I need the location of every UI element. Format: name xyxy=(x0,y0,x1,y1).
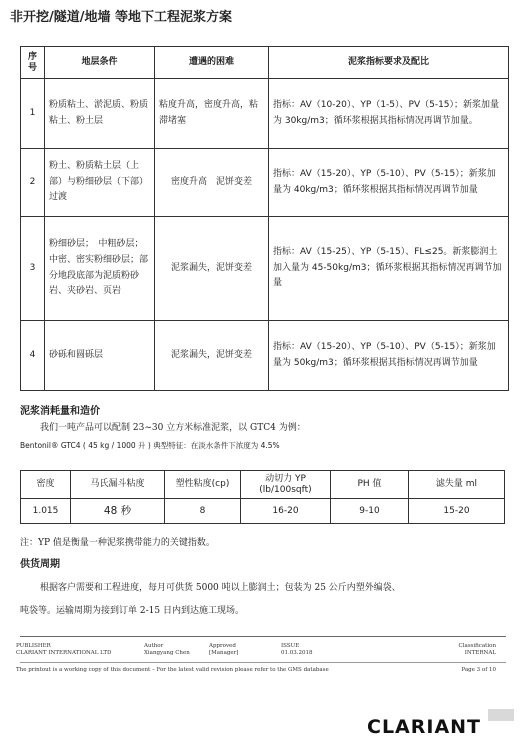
row-difficulty: 泥浆漏失，泥饼变差 xyxy=(155,217,269,321)
table-row xyxy=(21,321,509,391)
header-density: 密度 xyxy=(21,471,71,499)
classification-label: Classification xyxy=(458,643,496,649)
publisher-value: CLARIANT INTERNATIONAL LTD xyxy=(16,650,112,657)
footer-classification xyxy=(420,643,496,657)
header-plastic-viscosity: 塑性粘度(cp) xyxy=(165,471,241,499)
header-marsh-funnel: 马氏漏斗粘度 xyxy=(71,471,165,499)
header-no: 序号 xyxy=(21,47,45,79)
header-fluid-loss: 滤失量 ml xyxy=(409,471,505,499)
table-row xyxy=(21,149,509,217)
footer-approved xyxy=(209,643,238,657)
table-row xyxy=(21,79,509,149)
row-no: 4 xyxy=(21,321,45,391)
value-yield-point: 16-20 xyxy=(241,499,331,524)
row-requirement: 指标：AV（15-20）、YP（5-10）、PV（5-15）；新浆加量为 50kg/m3；循环浆根据其指标情况再调节加量 xyxy=(269,321,509,391)
issue-label: ISSUE xyxy=(281,643,300,649)
mud-spec-table xyxy=(20,46,509,391)
row-strata: 粉质粘土、淤泥质、粉质粘土、粉土层 xyxy=(45,79,155,149)
row-difficulty: 泥浆漏失，泥饼变差 xyxy=(155,321,269,391)
clariant-logo-mark xyxy=(488,709,514,721)
footer-page-number: Page 3 of 10 xyxy=(461,667,496,673)
row-no: 3 xyxy=(21,217,45,321)
approved-label: Approved xyxy=(209,643,236,649)
author-value: Xiangyang Chen xyxy=(144,650,190,657)
footer-issue xyxy=(281,643,313,657)
table-header-row xyxy=(21,471,505,499)
row-requirement: 指标：AV（15-25）、YP（5-15）、FL≤25。新浆膨润土加入量为 45-50kg/m3；循环浆根据其指标情况再调节加量 xyxy=(269,217,509,321)
issue-value: 01.03.2018 xyxy=(281,650,313,657)
value-density: 1.015 xyxy=(21,499,71,524)
yp-note: 注：YP 值是衡量一种泥浆携带能力的关键指数。 xyxy=(20,538,215,548)
section-heading-supply: 供货周期 xyxy=(20,559,60,570)
row-no: 1 xyxy=(21,79,45,149)
header-ph: PH 值 xyxy=(331,471,409,499)
header-difficulty: 遭遇的困难 xyxy=(155,47,269,79)
value-ph: 9-10 xyxy=(331,499,409,524)
author-label: Author xyxy=(144,643,164,649)
table-row xyxy=(21,499,505,524)
footer-author xyxy=(144,643,190,657)
cost-line-2: Bentonil® GTC4 ( 45 kg / 1000 升 ) 典型特征：在淡水条件下浓度为 4.5% xyxy=(20,441,280,450)
classification-value: INTERNAL xyxy=(464,650,496,657)
row-strata: 粉土、粉质粘土层（上部）与粉细砂层（下部）过渡 xyxy=(45,149,155,217)
value-plastic-viscosity: 8 xyxy=(165,499,241,524)
gtc4-properties-table xyxy=(20,470,505,524)
section-heading-cost: 泥浆消耗量和造价 xyxy=(20,406,100,417)
header-yield-point: 动切力 YP (lb/100sqft) xyxy=(241,471,331,499)
row-requirement: 指标：AV（10-20）、YP（1-5）、PV（5-15）；新浆加量为 30kg/m3；循环浆根据其指标情况再调节加量。 xyxy=(269,79,509,149)
footer-publisher xyxy=(16,643,111,657)
table-row xyxy=(21,217,509,321)
header-strata: 地层条件 xyxy=(45,47,155,79)
clariant-logo: CLARIANT xyxy=(367,716,482,738)
supply-text-1: 根据客户需要和工程进度，每月可供货 5000 吨以上膨润土；包装为 25 公斤内塑外编袋、 xyxy=(40,583,401,593)
row-strata: 粉细砂层； 中粗砂层；中密、密实粉细砂层；部分地段底部为泥质粉砂岩、夹砂岩、页岩 xyxy=(45,217,155,321)
publisher-label: PUBLISHER xyxy=(16,643,51,649)
row-requirement: 指标：AV（15-20）、YP（5-10）、PV（5-15）；新浆加量为 40kg/m3；循环浆根据其指标情况再调节加量 xyxy=(269,149,509,217)
value-fluid-loss: 15-20 xyxy=(409,499,505,524)
approved-value: [Manager] xyxy=(209,650,239,657)
header-requirement: 泥浆指标要求及配比 xyxy=(269,47,509,79)
table-header-row xyxy=(21,47,509,79)
cost-line-1: 我们一吨产品可以配制 23~30 立方米标准泥浆，以 GTC4 为例： xyxy=(40,423,306,433)
footer-divider-2 xyxy=(20,662,506,663)
supply-text-2: 吨袋等。运输周期为接到订单 2-15 日内到达施工现场。 xyxy=(20,606,244,616)
footer-divider xyxy=(20,636,506,637)
row-difficulty: 密度升高 泥饼变差 xyxy=(155,149,269,217)
value-marsh-funnel: 48 秒 xyxy=(71,499,165,524)
row-difficulty: 粘度升高，密度升高，粘滞堵塞 xyxy=(155,79,269,149)
row-strata: 砂砾和圆砾层 xyxy=(45,321,155,391)
footer-disclaimer: The printout is a working copy of this document – For the latest valid revision please refer to the GMS database xyxy=(16,667,329,673)
row-no: 2 xyxy=(21,149,45,217)
page-title: 非开挖/隧道/地墙 等地下工程泥浆方案 xyxy=(10,10,233,25)
